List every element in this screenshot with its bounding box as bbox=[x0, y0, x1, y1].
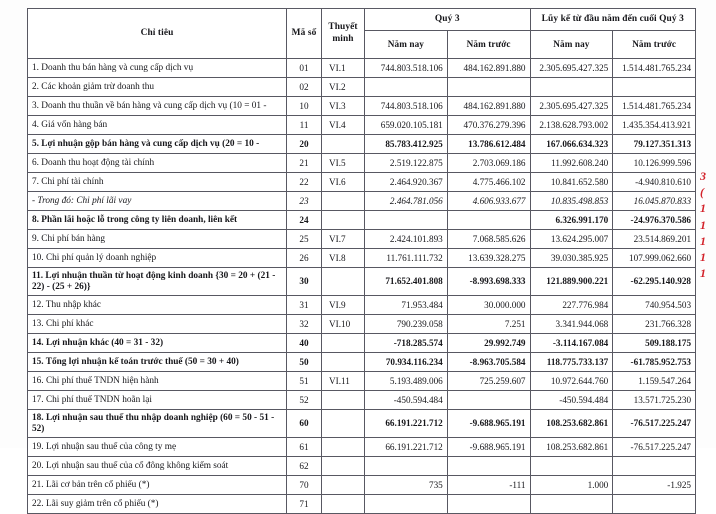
row-value-cumulative-current: 2.305.695.427.325 bbox=[530, 97, 613, 116]
row-note: VI.6 bbox=[322, 173, 365, 192]
row-code: 70 bbox=[287, 476, 322, 495]
row-value-cumulative-previous: 740.954.503 bbox=[613, 296, 696, 315]
column-header-quarter-current-year: Năm nay bbox=[365, 31, 448, 59]
column-header-note: Thuyết minh bbox=[322, 9, 365, 59]
table-row bbox=[28, 78, 696, 97]
row-value-cumulative-current: 2.138.628.793.002 bbox=[530, 116, 613, 135]
row-value-quarter-current: -718.285.574 bbox=[365, 334, 448, 353]
table-row bbox=[28, 154, 696, 173]
column-header-quarter-previous-year: Năm trước bbox=[447, 31, 530, 59]
table-body bbox=[28, 59, 696, 514]
row-value-cumulative-previous: 79.127.351.313 bbox=[613, 135, 696, 154]
row-value-cumulative-previous: -62.295.140.928 bbox=[613, 268, 696, 296]
row-value-quarter-current: 85.783.412.925 bbox=[365, 135, 448, 154]
row-value-cumulative-previous: 13.571.725.230 bbox=[613, 391, 696, 410]
row-label: 5. Lợi nhuận gộp bán hàng và cung cấp dịch vụ (20 = 10 - bbox=[28, 135, 287, 154]
row-code: 22 bbox=[287, 173, 322, 192]
row-value-quarter-previous: -111 bbox=[447, 476, 530, 495]
margin-mark-glyph: 3 bbox=[700, 169, 706, 183]
handwritten-margin-annotation bbox=[700, 168, 716, 313]
row-value-quarter-previous: 4.775.466.102 bbox=[447, 173, 530, 192]
column-header-label: Chỉ tiêu bbox=[28, 9, 287, 59]
row-label: 16. Chi phí thuế TNDN hiện hành bbox=[28, 372, 287, 391]
column-header-cumulative-previous-year: Năm trước bbox=[613, 31, 696, 59]
row-note: VI.7 bbox=[322, 230, 365, 249]
row-note: VI.1 bbox=[322, 59, 365, 78]
row-label: 20. Lợi nhuận sau thuế của cổ đông không kiểm soát bbox=[28, 457, 287, 476]
table-row bbox=[28, 249, 696, 268]
row-value-cumulative-current: 13.624.295.007 bbox=[530, 230, 613, 249]
row-code: 21 bbox=[287, 154, 322, 173]
row-note bbox=[322, 457, 365, 476]
table-row bbox=[28, 353, 696, 372]
table-header bbox=[28, 9, 696, 59]
row-note: VI.3 bbox=[322, 97, 365, 116]
column-header-group-cumulative: Lũy kế từ đầu năm đến cuối Quý 3 bbox=[530, 9, 696, 31]
row-value-quarter-previous: -8.963.705.584 bbox=[447, 353, 530, 372]
row-value-cumulative-previous: 509.188.175 bbox=[613, 334, 696, 353]
row-label: 13. Chi phí khác bbox=[28, 315, 287, 334]
row-value-quarter-current: 11.761.111.732 bbox=[365, 249, 448, 268]
row-value-cumulative-previous: 231.766.328 bbox=[613, 315, 696, 334]
row-value-cumulative-previous: -4.940.810.610 bbox=[613, 173, 696, 192]
row-label: 22. Lãi suy giảm trên cổ phiếu (*) bbox=[28, 495, 287, 514]
row-label: 8. Phần lãi hoặc lỗ trong công ty liên doanh, liên kết bbox=[28, 211, 287, 230]
row-label: 11. Lợi nhuận thuần từ hoạt động kinh doanh {30 = 20 + (21 - 22) - (25 + 26)} bbox=[28, 268, 287, 296]
table-row bbox=[28, 135, 696, 154]
row-code: 25 bbox=[287, 230, 322, 249]
row-value-quarter-previous: -9.688.965.191 bbox=[447, 410, 530, 438]
table-row bbox=[28, 457, 696, 476]
row-value-cumulative-current: 227.776.984 bbox=[530, 296, 613, 315]
row-value-quarter-current bbox=[365, 495, 448, 514]
row-code: 20 bbox=[287, 135, 322, 154]
row-note: VI.9 bbox=[322, 296, 365, 315]
row-value-cumulative-current: 118.775.733.137 bbox=[530, 353, 613, 372]
row-note bbox=[322, 353, 365, 372]
row-label: 19. Lợi nhuận sau thuế của công ty mẹ bbox=[28, 438, 287, 457]
row-value-cumulative-current: 2.305.695.427.325 bbox=[530, 59, 613, 78]
row-value-cumulative-previous: -1.925 bbox=[613, 476, 696, 495]
row-value-cumulative-previous: 1.514.481.765.234 bbox=[613, 59, 696, 78]
row-code: 01 bbox=[287, 59, 322, 78]
row-value-quarter-current: 744.803.518.106 bbox=[365, 97, 448, 116]
row-code: 11 bbox=[287, 116, 322, 135]
margin-mark-glyph: ( bbox=[700, 185, 704, 200]
margin-mark-glyph: 1 bbox=[700, 266, 706, 281]
row-value-quarter-previous: 13.786.612.484 bbox=[447, 135, 530, 154]
row-label: 7. Chi phí tài chính bbox=[28, 173, 287, 192]
row-code: 26 bbox=[287, 249, 322, 268]
row-value-quarter-previous: -9.688.965.191 bbox=[447, 438, 530, 457]
row-value-quarter-current: 790.239.058 bbox=[365, 315, 448, 334]
row-note bbox=[322, 476, 365, 495]
row-value-quarter-previous: 2.703.069.186 bbox=[447, 154, 530, 173]
row-value-cumulative-previous: 107.999.062.660 bbox=[613, 249, 696, 268]
row-code: 32 bbox=[287, 315, 322, 334]
row-label: 4. Giá vốn hàng bán bbox=[28, 116, 287, 135]
row-value-quarter-previous bbox=[447, 78, 530, 97]
row-value-cumulative-previous: 10.126.999.596 bbox=[613, 154, 696, 173]
row-label: 6. Doanh thu hoạt động tài chính bbox=[28, 154, 287, 173]
row-code: 23 bbox=[287, 192, 322, 211]
row-code: 61 bbox=[287, 438, 322, 457]
column-header-code: Mã số bbox=[287, 9, 322, 59]
row-value-quarter-previous: 13.639.328.275 bbox=[447, 249, 530, 268]
row-note: VI.11 bbox=[322, 372, 365, 391]
table-row bbox=[28, 476, 696, 495]
row-value-quarter-current: 2.424.101.893 bbox=[365, 230, 448, 249]
row-value-cumulative-previous: -61.785.952.753 bbox=[613, 353, 696, 372]
margin-mark-glyph: 1 bbox=[700, 201, 706, 216]
row-value-quarter-previous: 30.000.000 bbox=[447, 296, 530, 315]
row-value-quarter-previous bbox=[447, 391, 530, 410]
row-note bbox=[322, 135, 365, 154]
row-value-quarter-current bbox=[365, 457, 448, 476]
row-code: 60 bbox=[287, 410, 322, 438]
row-label: - Trong đó: Chi phí lãi vay bbox=[28, 192, 287, 211]
row-value-quarter-previous: 7.068.585.626 bbox=[447, 230, 530, 249]
row-value-cumulative-previous bbox=[613, 78, 696, 97]
row-code: 10 bbox=[287, 97, 322, 116]
table-row bbox=[28, 116, 696, 135]
row-value-quarter-current: 5.193.489.006 bbox=[365, 372, 448, 391]
row-code: 30 bbox=[287, 268, 322, 296]
income-statement-table bbox=[27, 8, 696, 514]
row-label: 14. Lợi nhuận khác (40 = 31 - 32) bbox=[28, 334, 287, 353]
row-label: 21. Lãi cơ bản trên cổ phiếu (*) bbox=[28, 476, 287, 495]
table-row bbox=[28, 230, 696, 249]
row-label: 9. Chi phí bán hàng bbox=[28, 230, 287, 249]
row-note bbox=[322, 268, 365, 296]
row-value-cumulative-previous bbox=[613, 457, 696, 476]
row-value-quarter-current bbox=[365, 211, 448, 230]
row-value-quarter-current: 70.934.116.234 bbox=[365, 353, 448, 372]
row-value-quarter-previous: 484.162.891.880 bbox=[447, 59, 530, 78]
row-note: VI.2 bbox=[322, 78, 365, 97]
row-value-cumulative-current: 108.253.682.861 bbox=[530, 410, 613, 438]
row-value-quarter-current: -450.594.484 bbox=[365, 391, 448, 410]
row-value-cumulative-current: 39.030.385.925 bbox=[530, 249, 613, 268]
row-value-quarter-previous: 4.606.933.677 bbox=[447, 192, 530, 211]
row-value-cumulative-previous: 16.045.870.833 bbox=[613, 192, 696, 211]
row-code: 51 bbox=[287, 372, 322, 391]
row-value-quarter-current: 744.803.518.106 bbox=[365, 59, 448, 78]
row-value-cumulative-current: 167.066.634.323 bbox=[530, 135, 613, 154]
row-value-cumulative-current: 3.341.944.068 bbox=[530, 315, 613, 334]
row-code: 31 bbox=[287, 296, 322, 315]
table-row bbox=[28, 192, 696, 211]
row-note: VI.5 bbox=[322, 154, 365, 173]
column-header-group-quarter: Quý 3 bbox=[365, 9, 531, 31]
row-note bbox=[322, 495, 365, 514]
table-row bbox=[28, 391, 696, 410]
row-value-quarter-current bbox=[365, 78, 448, 97]
header-row-groups bbox=[28, 9, 696, 31]
row-value-quarter-previous: 7.251 bbox=[447, 315, 530, 334]
row-value-quarter-previous: 725.259.607 bbox=[447, 372, 530, 391]
table-row bbox=[28, 438, 696, 457]
row-label: 2. Các khoản giảm trừ doanh thu bbox=[28, 78, 287, 97]
table-row bbox=[28, 334, 696, 353]
row-note bbox=[322, 410, 365, 438]
row-note: VI.10 bbox=[322, 315, 365, 334]
row-code: 71 bbox=[287, 495, 322, 514]
row-code: 50 bbox=[287, 353, 322, 372]
row-value-quarter-current: 66.191.221.712 bbox=[365, 410, 448, 438]
row-value-cumulative-current: 11.992.608.240 bbox=[530, 154, 613, 173]
row-value-cumulative-current: 121.889.900.221 bbox=[530, 268, 613, 296]
row-value-cumulative-previous: -24.976.370.586 bbox=[613, 211, 696, 230]
row-value-quarter-current: 2.464.781.056 bbox=[365, 192, 448, 211]
row-value-quarter-current: 735 bbox=[365, 476, 448, 495]
row-code: 02 bbox=[287, 78, 322, 97]
row-value-quarter-current: 71.953.484 bbox=[365, 296, 448, 315]
row-label: 15. Tổng lợi nhuận kế toán trước thuế (50 = 30 + 40) bbox=[28, 353, 287, 372]
row-value-quarter-previous: 470.376.279.396 bbox=[447, 116, 530, 135]
row-note bbox=[322, 438, 365, 457]
row-value-quarter-current: 2.464.920.367 bbox=[365, 173, 448, 192]
row-value-quarter-previous: 484.162.891.880 bbox=[447, 97, 530, 116]
row-label: 1. Doanh thu bán hàng và cung cấp dịch vụ bbox=[28, 59, 287, 78]
row-value-cumulative-current: 1.000 bbox=[530, 476, 613, 495]
row-value-quarter-previous bbox=[447, 495, 530, 514]
row-code: 24 bbox=[287, 211, 322, 230]
row-label: 18. Lợi nhuận sau thuế thu nhập doanh nghiệp (60 = 50 - 51 - 52) bbox=[28, 410, 287, 438]
row-note bbox=[322, 391, 365, 410]
row-value-cumulative-current: 6.326.991.170 bbox=[530, 211, 613, 230]
row-value-cumulative-previous: 23.514.869.201 bbox=[613, 230, 696, 249]
row-value-cumulative-current: 108.253.682.861 bbox=[530, 438, 613, 457]
row-label: 10. Chi phí quản lý doanh nghiệp bbox=[28, 249, 287, 268]
row-value-quarter-previous: 29.992.749 bbox=[447, 334, 530, 353]
row-code: 62 bbox=[287, 457, 322, 476]
row-value-quarter-previous: -8.993.698.333 bbox=[447, 268, 530, 296]
row-code: 40 bbox=[287, 334, 322, 353]
table-row bbox=[28, 372, 696, 391]
table-row bbox=[28, 296, 696, 315]
table-row bbox=[28, 173, 696, 192]
row-value-quarter-previous bbox=[447, 211, 530, 230]
table-row bbox=[28, 211, 696, 230]
row-note: VI.4 bbox=[322, 116, 365, 135]
row-value-cumulative-current bbox=[530, 78, 613, 97]
row-value-cumulative-current: 10.841.652.580 bbox=[530, 173, 613, 192]
margin-mark-glyph: 1 bbox=[700, 249, 706, 264]
row-value-quarter-current: 659.020.105.181 bbox=[365, 116, 448, 135]
row-label: 3. Doanh thu thuần về bán hàng và cung cấp dịch vụ (10 = 01 - bbox=[28, 97, 287, 116]
row-value-cumulative-current: 10.835.498.853 bbox=[530, 192, 613, 211]
row-value-cumulative-previous: 1.514.481.765.234 bbox=[613, 97, 696, 116]
table-row bbox=[28, 59, 696, 78]
row-label: 12. Thu nhập khác bbox=[28, 296, 287, 315]
row-value-quarter-current: 2.519.122.875 bbox=[365, 154, 448, 173]
row-code: 52 bbox=[287, 391, 322, 410]
row-value-cumulative-previous: 1.159.547.264 bbox=[613, 372, 696, 391]
table-row bbox=[28, 268, 696, 296]
row-value-cumulative-previous: 1.435.354.413.921 bbox=[613, 116, 696, 135]
row-value-cumulative-previous bbox=[613, 495, 696, 514]
margin-mark-glyph: 1 bbox=[700, 217, 706, 232]
row-note bbox=[322, 211, 365, 230]
row-label: 17. Chi phí thuế TNDN hoãn lại bbox=[28, 391, 287, 410]
row-value-cumulative-current bbox=[530, 495, 613, 514]
row-note bbox=[322, 192, 365, 211]
table-row bbox=[28, 495, 696, 514]
column-header-cumulative-current-year: Năm nay bbox=[530, 31, 613, 59]
row-value-quarter-current: 71.652.401.808 bbox=[365, 268, 448, 296]
row-value-quarter-current: 66.191.221.712 bbox=[365, 438, 448, 457]
table-row bbox=[28, 410, 696, 438]
row-value-cumulative-current: 10.972.644.760 bbox=[530, 372, 613, 391]
row-note: VI.8 bbox=[322, 249, 365, 268]
margin-mark-glyph: 1 bbox=[700, 233, 706, 248]
row-value-cumulative-previous: -76.517.225.247 bbox=[613, 410, 696, 438]
row-note bbox=[322, 334, 365, 353]
row-value-cumulative-current: -3.114.167.084 bbox=[530, 334, 613, 353]
table-row bbox=[28, 97, 696, 116]
row-value-cumulative-current: -450.594.484 bbox=[530, 391, 613, 410]
row-value-quarter-previous bbox=[447, 457, 530, 476]
table-row bbox=[28, 315, 696, 334]
row-value-cumulative-previous: -76.517.225.247 bbox=[613, 438, 696, 457]
row-value-cumulative-current bbox=[530, 457, 613, 476]
